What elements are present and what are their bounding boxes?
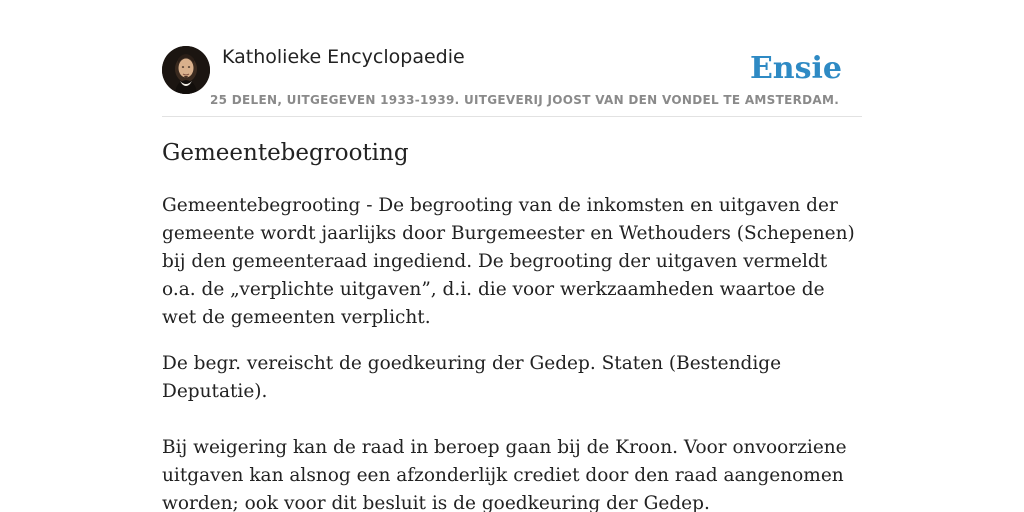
article-body (162, 192, 862, 512)
site-title[interactable]: Katholieke Encyclopaedie (222, 46, 465, 68)
article-paragraph: Bij weigering kan de raad in beroep gaan bij de Kroon. Voor onvoorziene uitgaven kan alsnog een afzonderlijk crediet door den raad aangenomen worden; ook voor dit besluit is de goedkeuring der Gedep. (162, 437, 847, 512)
publication-subtitle: 25 DELEN, UITGEGEVEN 1933-1939. UITGEVERIJ JOOST VAN DEN VONDEL TE AMSTERDAM. (210, 93, 840, 107)
page-header (162, 44, 862, 117)
article-title: Gemeentebegrooting (162, 140, 409, 166)
article-paragraph: De begr. vereischt de goedkeuring der Gedep. Staten (Bestendige Deputatie). (162, 353, 782, 402)
article-paragraph: Gemeentebegrooting - De begrooting van de inkomsten en uitgaven der gemeente wordt jaarlijks door Burgemeester en Wethouders (Schepenen) bij den gemeenteraad ingediend. De begrooting der uitgaven vermeldt o.a. de „verplichte uitgaven”, d.i. die voor werkzaamheden waartoe de wet de gemeenten verplicht. (162, 195, 855, 328)
portrait-avatar-icon[interactable] (162, 46, 210, 94)
ensie-logo-link[interactable]: Ensie (749, 51, 842, 86)
